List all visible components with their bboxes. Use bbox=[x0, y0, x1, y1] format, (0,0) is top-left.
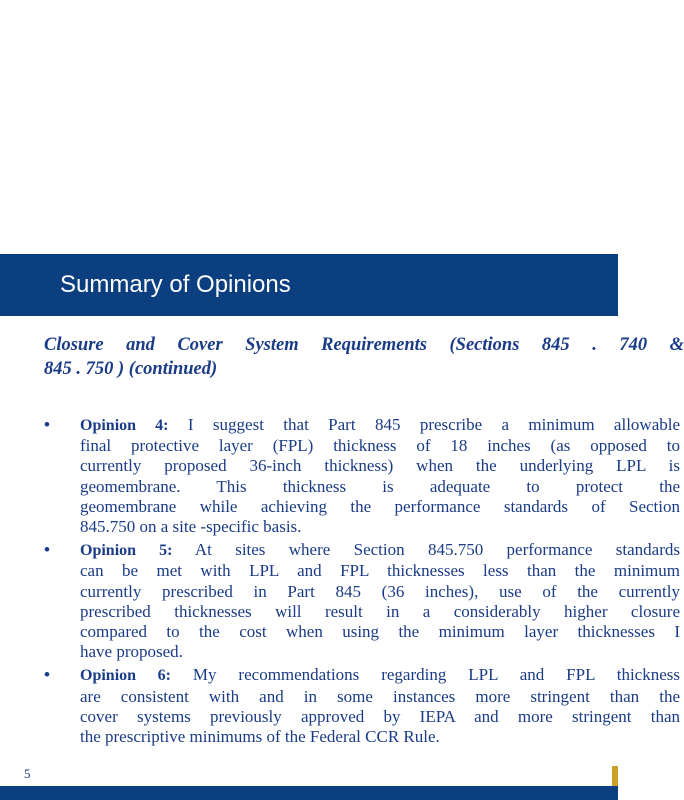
title-banner bbox=[0, 254, 618, 316]
page-title: Summary of Opinions bbox=[60, 271, 291, 298]
list-item-opinion-4 bbox=[44, 415, 681, 537]
list-item-opinion-6 bbox=[44, 665, 681, 747]
opinion-text: currently prescribed in Part 845 (36 inches), use of the currently bbox=[80, 581, 680, 601]
page-number: 5 bbox=[24, 766, 31, 781]
bullet-icon: • bbox=[44, 665, 50, 685]
opinion-list bbox=[44, 415, 681, 750]
opinion-text: 845.750 on a site -specific basis. bbox=[80, 517, 302, 537]
list-item-opinion-5 bbox=[44, 540, 680, 662]
opinion-text: At sites where Section 845.750 performance standards bbox=[172, 540, 680, 560]
opinion-text: cover systems previously approved by IEPA and more stringent than bbox=[80, 706, 680, 726]
bullet-icon: • bbox=[44, 415, 50, 434]
opinion-text: I suggest that Part 845 prescribe a minimum allowable bbox=[168, 415, 681, 434]
opinion-text: final protective layer (FPL) thickness of 18 inches (as opposed to bbox=[80, 436, 680, 456]
opinion-text: the prescriptive minimums of the Federal CCR Rule. bbox=[80, 727, 440, 747]
opinion-text: are consistent with and in some instances more stringent than the bbox=[80, 686, 680, 706]
opinion-text: prescribed thicknesses will result in a considerably higher closure bbox=[80, 601, 680, 621]
bullet-icon: • bbox=[44, 540, 50, 560]
opinion-label: Opinion 4: bbox=[80, 417, 169, 434]
opinion-text: have proposed. bbox=[80, 642, 183, 662]
subtitle-line: 845 . 750 ) (continued) bbox=[44, 359, 218, 379]
opinion-text: compared to the cost when using the minimum layer thicknesses I bbox=[80, 622, 680, 642]
opinion-text: can be met with LPL and FPL thicknesses less than the minimum bbox=[80, 561, 680, 581]
section-subtitle bbox=[44, 333, 684, 381]
opinion-label: Opinion 5: bbox=[80, 542, 173, 560]
opinion-text: geomembrane. This thickness is adequate to protect the bbox=[80, 476, 680, 496]
opinion-label: Opinion 6: bbox=[80, 667, 172, 685]
footer-bar bbox=[0, 786, 618, 800]
subtitle-line: Closure and Cover System Requirements (Sections 845 . 740 & bbox=[44, 335, 684, 355]
opinion-text: My recommendations regarding LPL and FPL thickness bbox=[171, 665, 681, 685]
opinion-text: geomembrane while achieving the performance standards of Section bbox=[80, 496, 680, 516]
opinion-text: currently proposed 36-inch thickness) when the underlying LPL is bbox=[80, 456, 680, 476]
